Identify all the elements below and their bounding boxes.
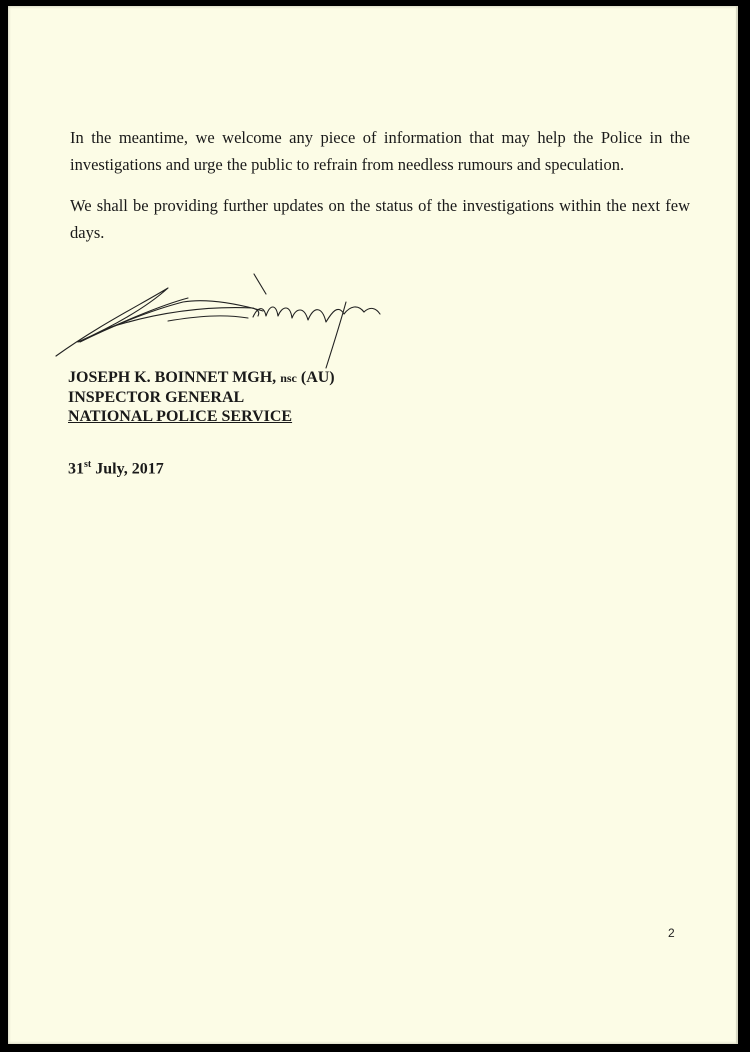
document-date bbox=[68, 459, 164, 478]
date-rest: July, 2017 bbox=[91, 460, 164, 478]
signatory-name-line bbox=[68, 368, 335, 388]
page-edge bbox=[736, 6, 738, 1044]
signatory-postnominal-au: (AU) bbox=[296, 369, 335, 386]
signatory-postnominal-nsc: nsc bbox=[280, 371, 297, 385]
date-day: 31 bbox=[68, 460, 84, 478]
body-paragraph-1: In the meantime, we welcome any piece of information that may help the Police in the investigations and urge the public to refrain from needless rumours and speculation. bbox=[70, 128, 690, 174]
date-suffix: st bbox=[84, 459, 92, 470]
body-paragraph-2: We shall be providing further updates on the status of the investigations within the next few days. bbox=[70, 196, 690, 242]
page-number: 2 bbox=[668, 926, 675, 940]
signatory-name: JOSEPH K. BOINNET MGH, bbox=[68, 369, 277, 386]
signature-block bbox=[68, 368, 335, 426]
signatory-organization: NATIONAL POLICE SERVICE bbox=[68, 408, 293, 425]
signatory-title: INSPECTOR GENERAL bbox=[68, 389, 245, 406]
document-page bbox=[8, 6, 738, 1044]
